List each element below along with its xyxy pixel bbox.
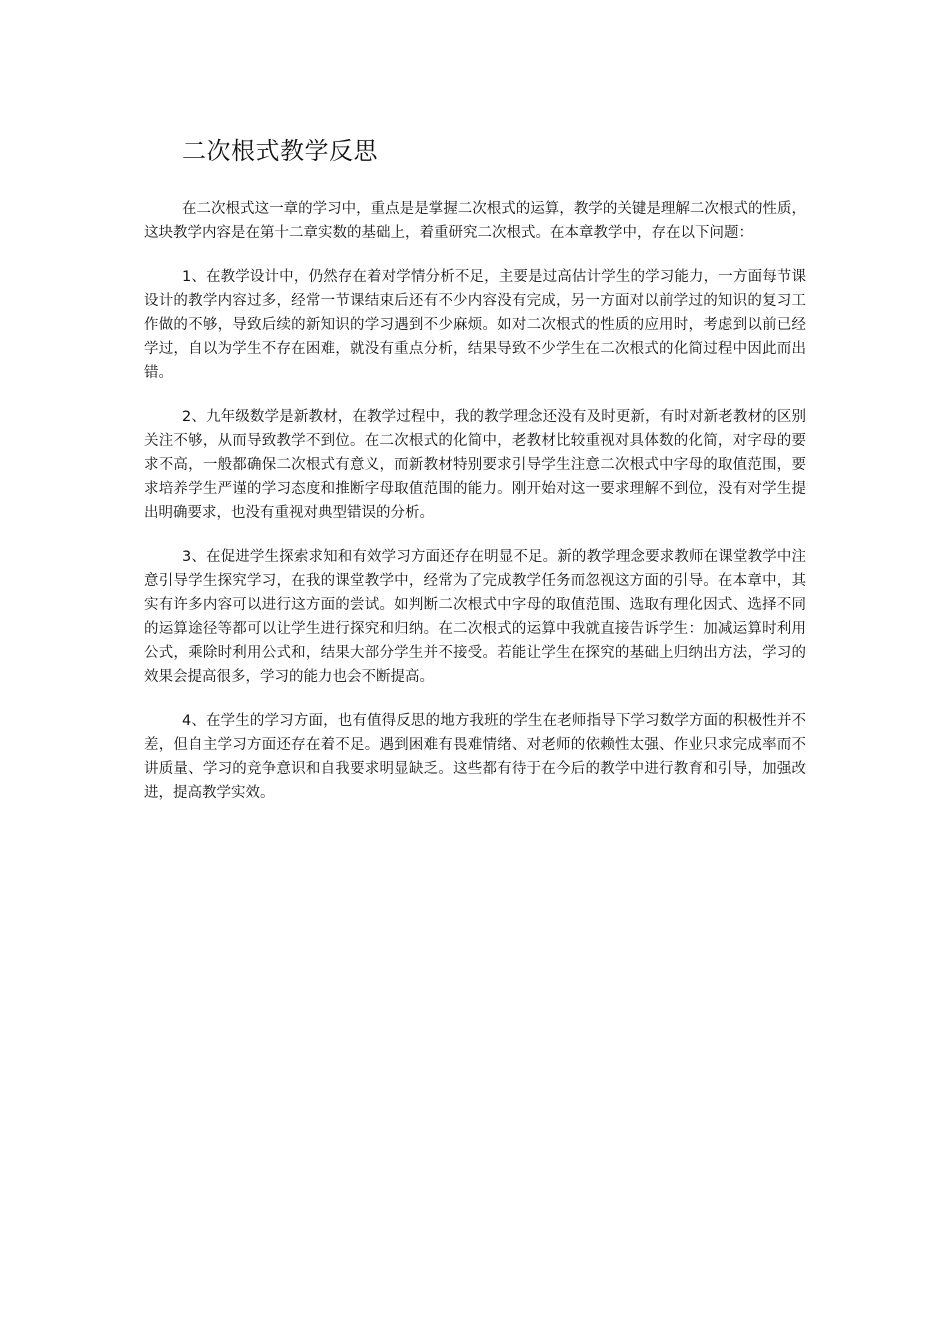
point-2-paragraph: 2、九年级数学是新教材，在教学过程中，我的教学理念还没有及时更新，有时对新老教材的区别关注不够，从而导致教学不到位。在二次根式的化简中，老教材比较重视对具体数的化简，对字母的要求不高，一般都确保二次根式有意义，而新教材特别要求引导学生注意二次根式中字母的取值范围，要求培养学生严谨的学习态度和推断字母取值范围的能力。刚开始对这一要求理解不到位，没有对学生提出明确要求，也没有重视对典型错误的分析。 [144,409,806,521]
point-3-paragraph: 3、在促进学生探索求知和有效学习方面还存在明显不足。新的教学理念要求教师在课堂教学中注意引导学生探究学习，在我的课堂教学中，经常为了完成教学任务而忽视这方面的引导。在本章中，其实有许多内容可以进行这方面的尝试。如判断二次根式中字母的取值范围、选取有理化因式、选择不同的运算途径等都可以让学生进行探究和归纳。在二次根式的运算中我就直接告诉学生：加减运算时利用公式，乘除时利用公式和，结果大部分学生并不接受。若能让学生在探究的基础上归纳出方法，学习的效果会提高很多，学习的能力也会不断提高。 [144,549,806,685]
point-1-paragraph: 1、在教学设计中，仍然存在着对学情分析不足，主要是过高估计学生的学习能力，一方面每节课设计的教学内容过多，经常一节课结束后还有不少内容没有完成，另一方面对以前学过的知识的复习工作做的不够，导致后续的新知识的学习遇到不少麻烦。如对二次根式的性质的应用时，考虑到以前已经学过，自以为学生不存在困难，就没有重点分析，结果导致不少学生在二次根式的化简过程中因此而出错。 [144,269,806,381]
document-title: 二次根式教学反思 [182,137,378,165]
intro-paragraph: 在二次根式这一章的学习中，重点是是掌握二次根式的运算，教学的关键是理解二次根式的性质，这块教学内容是在第十二章实数的基础上，着重研究二次根式。在本章教学中，存在以下问题： [144,201,806,241]
document-body [144,197,806,825]
point-4-paragraph: 4、在学生的学习方面，也有值得反思的地方我班的学生在老师指导下学习数学方面的积极性并不差，但自主学习方面还存在着不足。遇到困难有畏难情绪、对老师的依赖性太强、作业只求完成率而不讲质量、学习的竞争意识和自我要求明显缺乏。这些都有待于在今后的教学中进行教育和引导，加强改进，提高教学实效。 [144,713,806,801]
